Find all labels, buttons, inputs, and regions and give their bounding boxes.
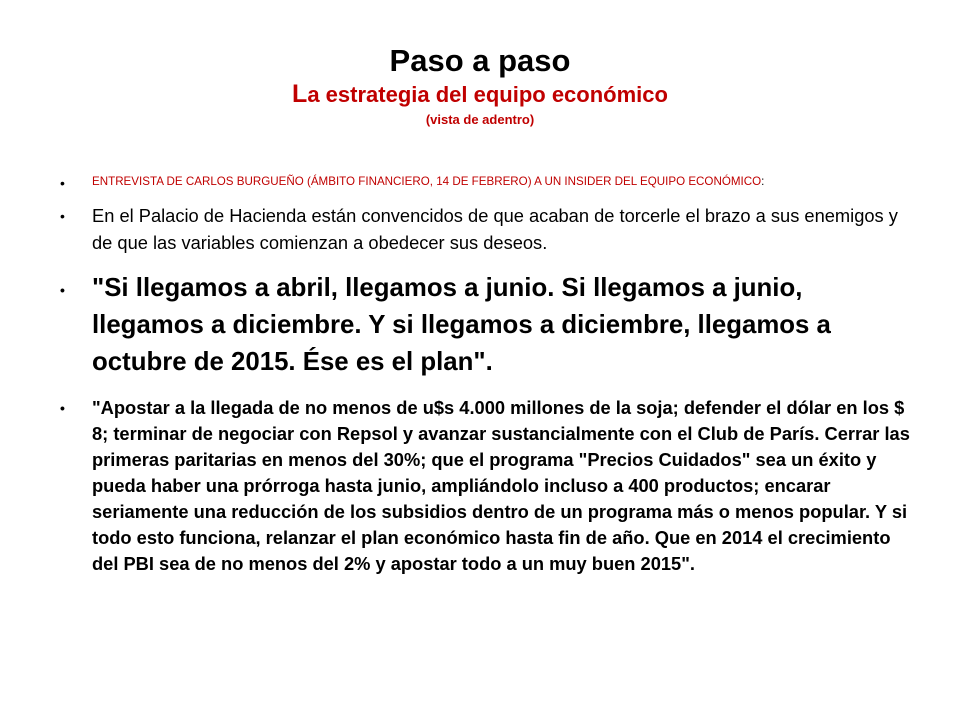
quote-plan-text: "Si llegamos a abril, llegamos a junio. Si llegamos a junio, llegamos a diciembre. Y si llegamos a diciembre, llegamos a octubre de 2015. Ése es el plan". (92, 274, 831, 376)
bullet-icon: • (60, 282, 65, 298)
bullet-item-hacienda (60, 202, 910, 256)
bullet-item-quote-plan (60, 270, 910, 381)
slide-subtitle (0, 80, 960, 109)
interview-source-colon: : (761, 175, 765, 188)
bullet-list (60, 170, 910, 577)
title-block (0, 42, 960, 131)
slide-title: Paso a paso (389, 43, 571, 78)
bullet-item-interview-source (60, 170, 910, 194)
hacienda-text: En el Palacio de Hacienda están convencidos de que acaban de torcerle el brazo a sus enemigos y de que las variables comienzan a obedecer sus deseos. (92, 205, 898, 253)
slide-caption: (vista de adentro) (425, 112, 535, 127)
bullet-icon: • (60, 175, 65, 191)
bullet-item-strategy-details (60, 395, 910, 577)
subtitle-initial: L (292, 80, 308, 108)
subtitle-text: a estrategia del equipo económico (307, 82, 668, 107)
bullet-icon: • (60, 208, 65, 224)
strategy-details-text: "Apostar a la llegada de no menos de u$s 4.000 millones de la soja; defender el dólar en los $ 8; terminar de negociar con Repsol y avanzar sustancialmente con el Club de París. Cerrar las primeras paritarias en menos del 30%; que el programa "Precios Cuidados" sea un éxito y pueda haber una prórroga hasta junio, ampliándolo incluso a 400 productos; encarar seriamente una reducción de los subsidios dentro de un programa más o menos popular. Y si todo esto funciona, relanzar el plan económico hasta fin de año. Que en 2014 el crecimiento del PBI sea de no menos del 2% y apostar todo a un muy buen 2015". (92, 397, 910, 574)
bullet-icon: • (60, 400, 65, 416)
interview-source-text: ENTREVISTA DE CARLOS BURGUEÑO (ÁMBITO FINANCIERO, 14 DE FEBRERO) A UN INSIDER DEL EQUIPO ECONÓMICO (92, 175, 762, 188)
